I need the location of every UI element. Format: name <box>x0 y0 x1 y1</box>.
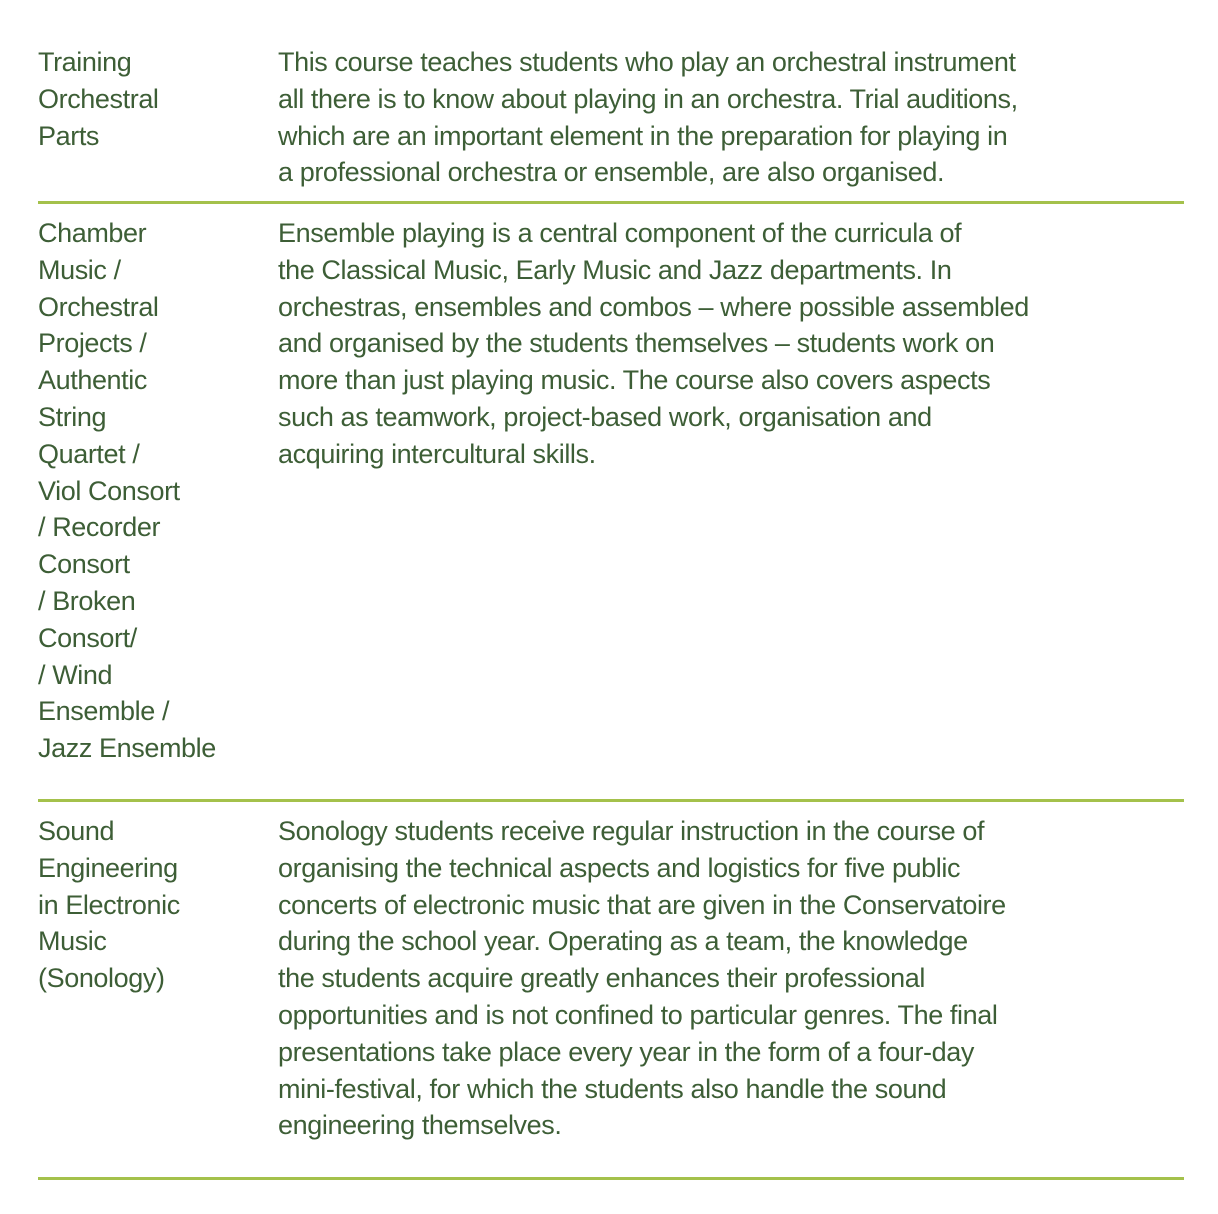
course-title: Training Orchestral Parts <box>38 47 159 151</box>
course-row-training-orchestral-parts <box>38 44 1184 204</box>
course-title: Sound Engineering in Electronic Music (Sonology) <box>38 816 180 994</box>
course-row-sound-engineering <box>38 813 1184 1180</box>
course-title: Chamber Music / Orchestral Projects / Authentic String Quartet / Viol Consort / Recorder Consort / Broken Consort/ / Wind Ensemble / Jazz Ensemble <box>38 218 216 764</box>
course-table <box>38 44 1184 1180</box>
course-description: Sonology students receive regular instruction in the course of organising the technical aspects and logistics for five public concerts of electronic music that are given in the Conservatoire during the school year. Operating as a team, the knowledge the students acquire greatly enhances their professional opportunities and is not confined to particular genres. The final presentations take place every year in the form of a four-day mini-festival, for which the students also handle the sound engineering themselves. <box>278 816 1006 1141</box>
course-row-chamber-music <box>38 215 1184 802</box>
course-description: This course teaches students who play an orchestral instrument all there is to know about playing in an orchestra. Trial auditions, which are an important element in the preparation for playing in a professional orchestra or ensemble, are also organised. <box>278 47 1018 188</box>
course-description: Ensemble playing is a central component of the curricula of the Classical Music, Early Music and Jazz departments. In orchestras, ensembles and combos – where possible assembled and organised by the students themselves – students work on more than just playing music. The course also covers aspects such as teamwork, project-based work, organisation and acquiring intercultural skills. <box>278 218 1029 469</box>
